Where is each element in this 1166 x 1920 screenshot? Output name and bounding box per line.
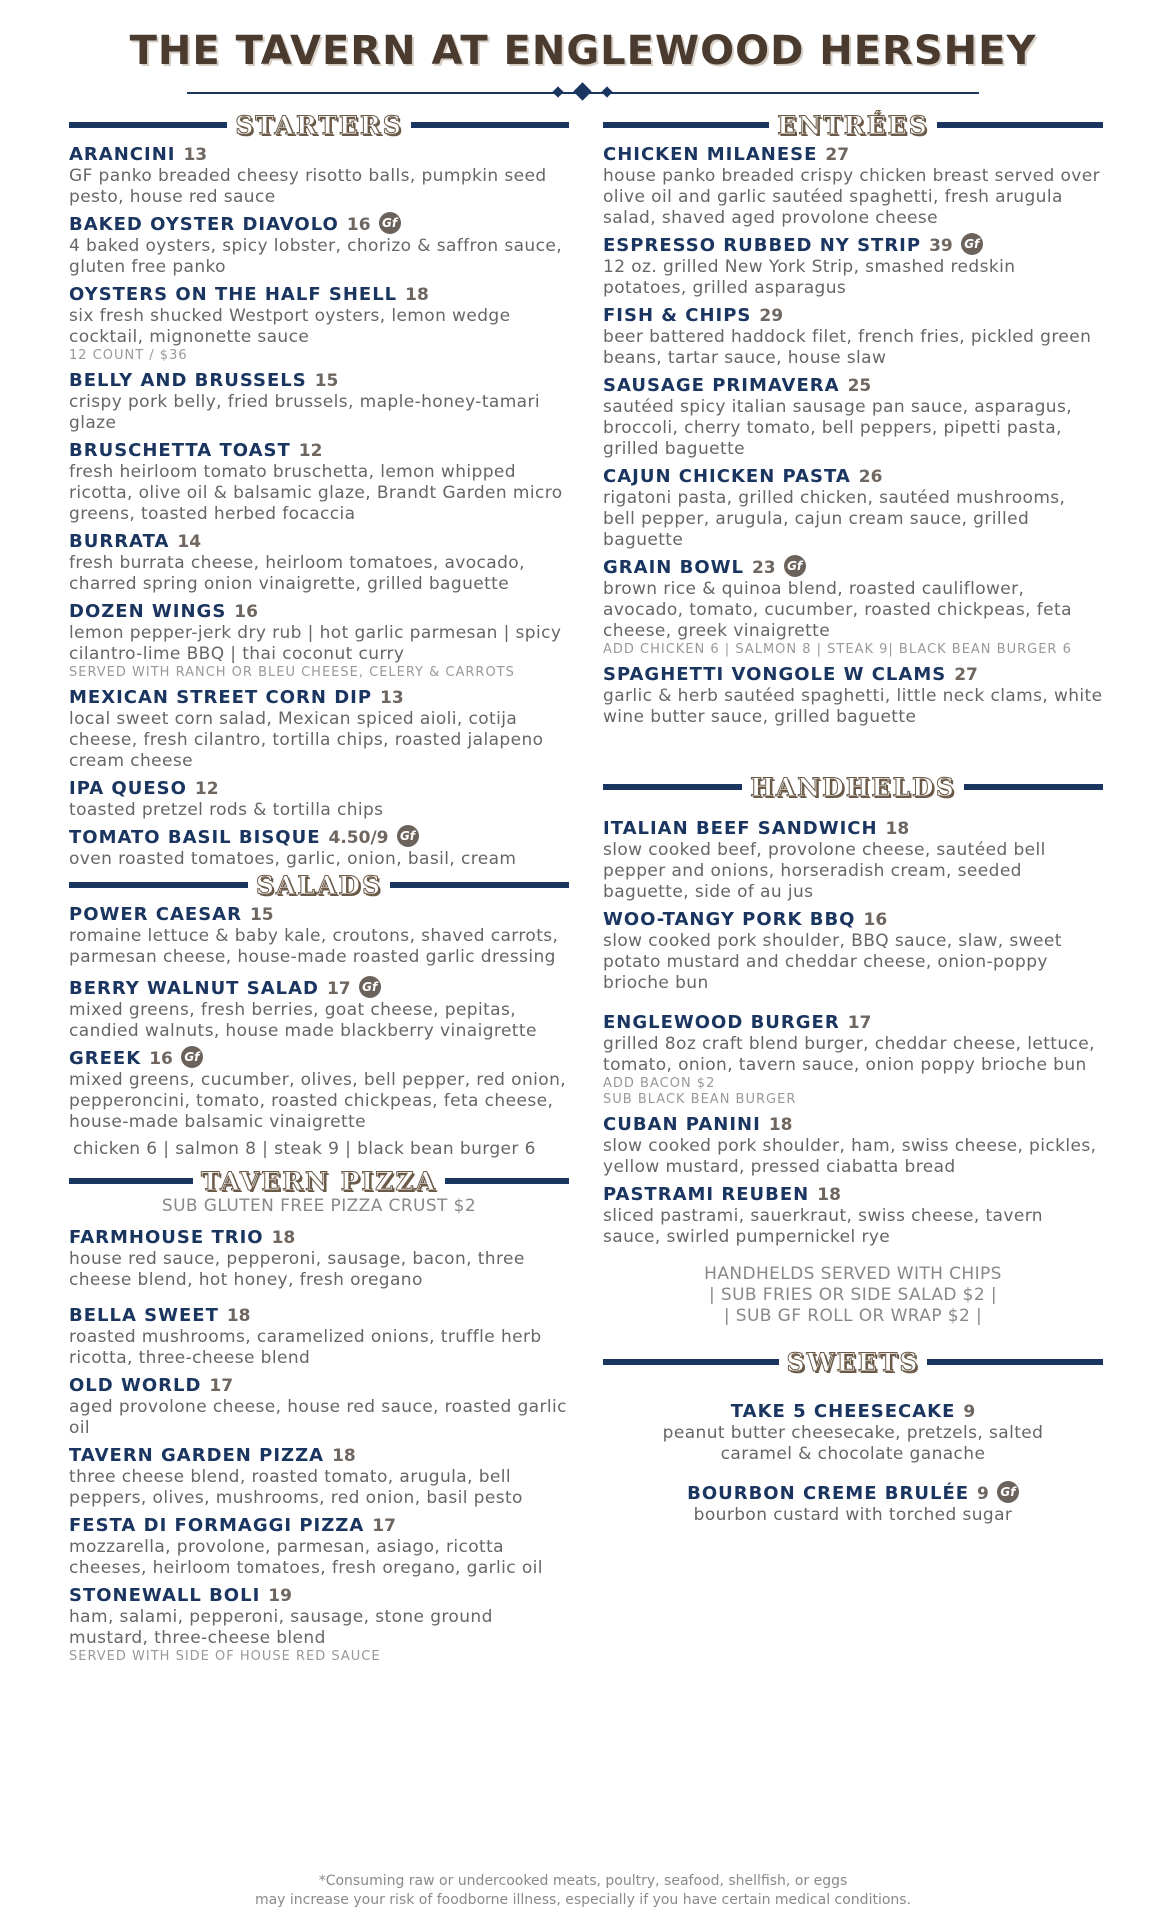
item-description: sautéed spicy italian sausage pan sauce, asparagus, broccoli, cherry tomato, bell peppers, pipetti pasta, grilled baguette bbox=[603, 397, 1072, 459]
menu-item-espresso-rubbed-ny-strip: ESPRESSO RUBBED NY STRIP 39 Gf 12 oz. grilled New York Strip, smashed redskin potatoes, grilled asparagus bbox=[603, 235, 1103, 299]
item-price: 17 bbox=[372, 1516, 396, 1536]
item-description: lemon pepper-jerk dry rub | hot garlic parmesan | spicy cilantro-lime BBQ | thai coconut curry bbox=[69, 623, 562, 664]
item-description: 12 oz. grilled New York Strip, smashed redskin potatoes, grilled asparagus bbox=[603, 257, 1016, 298]
item-price: 39 bbox=[929, 236, 953, 256]
menu-item-tavern-garden-pizza: TAVERN GARDEN PIZZA 18 three cheese blend, roasted tomato, arugula, bell peppers, olives, mushrooms, red onion, basil pesto bbox=[69, 1445, 569, 1509]
item-description: mozzarella, provolone, parmesan, asiago, ricotta cheeses, heirloom tomatoes, fresh oregano, garlic oil bbox=[69, 1537, 543, 1578]
divider-diamond-center bbox=[573, 82, 591, 100]
menu-item-belly-and-brussels: BELLY AND BRUSSELS 15 crispy pork belly, fried brussels, maple-honey-tamari glaze bbox=[69, 370, 569, 434]
item-description: rigatoni pasta, grilled chicken, sautéed mushrooms, bell pepper, arugula, cajun cream sauce, grilled baguette bbox=[603, 488, 1066, 550]
item-description: 4 baked oysters, spicy lobster, chorizo & saffron sauce, gluten free panko bbox=[69, 236, 563, 277]
item-description: aged provolone cheese, house red sauce, roasted garlic oil bbox=[69, 1397, 567, 1438]
menu-item-bourbon-creme-brulee: BOURBON CREME BRULÉE 9 Gf bourbon custard with torched sugar bbox=[603, 1483, 1103, 1526]
menu-item-italian-beef-sandwich: ITALIAN BEEF SANDWICH 18 slow cooked beef, provolone cheese, sautéed bell pepper and onions, horseradish cream, seeded baguette, side of au jus bbox=[603, 818, 1103, 903]
page-title: THE TAVERN AT ENGLEWOOD HERSHEY bbox=[129, 28, 1037, 74]
pizza-subnote: SUB GLUTEN FREE PIZZA CRUST $2 bbox=[161, 1196, 477, 1216]
item-note: SERVED WITH SIDE OF HOUSE RED SAUCE bbox=[69, 1649, 381, 1664]
item-price: 9 bbox=[963, 1402, 976, 1422]
item-note: SERVED WITH RANCH OR BLEU CHEESE, CELERY & CARROTS bbox=[69, 665, 515, 680]
item-price: 17 bbox=[326, 979, 351, 999]
menu-item-cajun-chicken-pasta: CAJUN CHICKEN PASTA 26 rigatoni pasta, grilled chicken, sautéed mushrooms, bell pepper, arugula, cajun cream sauce, grilled baguette bbox=[603, 466, 1103, 551]
item-description: sliced pastrami, sauerkraut, swiss cheese, tavern sauce, swirled pumpernickel rye bbox=[603, 1206, 1043, 1247]
gluten-free-icon: Gf bbox=[784, 555, 806, 577]
menu-item-grain-bowl: GRAIN BOWL 23 Gf brown rice & quinoa blend, roasted cauliflower, avocado, tomato, cucumber, roasted chickpeas, feta cheese, greek vinaigrette ADD CHICKEN 6 | SALMON 8 | STEAK 9| BLACK BEAN BURGER 6 bbox=[603, 557, 1103, 658]
starters-heading: STARTERS bbox=[69, 112, 569, 138]
item-description: garlic & herb sautéed spaghetti, little neck clams, white wine butter sauce, grilled baguette bbox=[603, 686, 1103, 727]
item-price: 13 bbox=[380, 688, 404, 708]
gluten-free-icon: Gf bbox=[997, 1481, 1019, 1503]
item-price: 9 bbox=[977, 1484, 989, 1504]
menu-item-arancini: ARANCINI 13 GF panko breaded cheesy risotto balls, pumpkin seed pesto, house red sauce bbox=[69, 144, 569, 208]
gluten-free-icon: Gf bbox=[397, 825, 419, 847]
item-price: 18 bbox=[271, 1228, 296, 1248]
item-price: 18 bbox=[226, 1306, 251, 1326]
item-description: ham, salami, pepperoni, sausage, stone ground mustard, three-cheese blend bbox=[69, 1607, 493, 1648]
item-description: bourbon custard with torched sugar bbox=[693, 1505, 1013, 1525]
menu-item-take-5-cheesecake: TAKE 5 CHEESECAKE 9 peanut butter cheesecake, pretzels, salted caramel & chocolate ganache bbox=[603, 1401, 1103, 1465]
item-description: slow cooked beef, provolone cheese, sautéed bell pepper and onions, horseradish cream, seeded baguette, side of au jus bbox=[603, 840, 1046, 902]
item-description: slow cooked pork shoulder, BBQ sauce, slaw, sweet potato mustard and cheddar cheese, onion-poppy brioche bun bbox=[603, 931, 1062, 993]
menu-item-tomato-basil-bisque: TOMATO BASIL BISQUE 4.50/9 Gf oven roasted tomatoes, garlic, onion, basil, cream bbox=[69, 827, 569, 870]
sweets-heading: SWEETS bbox=[603, 1349, 1103, 1375]
menu-item-woo-tangy-pork-bbq: WOO-TANGY PORK BBQ 16 slow cooked pork shoulder, BBQ sauce, slaw, sweet potato mustard and cheddar cheese, onion-poppy brioche bun bbox=[603, 909, 1103, 994]
item-price: 18 bbox=[332, 1446, 356, 1466]
menu-item-pastrami-reuben: PASTRAMI REUBEN 18 sliced pastrami, sauerkraut, swiss cheese, tavern sauce, swirled pumpernickel rye bbox=[603, 1184, 1103, 1248]
item-description: six fresh shucked Westport oysters, lemon wedge cocktail, mignonette sauce bbox=[69, 306, 511, 347]
menu-item-mexican-street-corn-dip: MEXICAN STREET CORN DIP 13 local sweet corn salad, Mexican spiced aioli, cotija cheese, fresh cilantro, tortilla chips, roasted jalapeno cream cheese bbox=[69, 687, 569, 772]
divider-diamond-left bbox=[552, 86, 563, 97]
item-price: 16 bbox=[149, 1049, 173, 1069]
item-description: crispy pork belly, fried brussels, maple-honey-tamari glaze bbox=[69, 392, 540, 433]
menu-item-farmhouse-trio: FARMHOUSE TRIO 18 house red sauce, pepperoni, sausage, bacon, three cheese blend, hot honey, fresh oregano bbox=[69, 1227, 569, 1291]
menu-item-cuban-panini: CUBAN PANINI 18 slow cooked pork shoulder, ham, swiss cheese, pickles, yellow mustard, pressed ciabatta bread bbox=[603, 1114, 1103, 1178]
item-description: GF panko breaded cheesy risotto balls, pumpkin seed pesto, house red sauce bbox=[69, 166, 547, 207]
menu-item-ipa-queso: IPA QUESO 12 toasted pretzel rods & tortilla chips bbox=[69, 778, 569, 821]
item-note: ADD BACON $2 bbox=[603, 1076, 716, 1091]
item-description: brown rice & quinoa blend, roasted cauliflower, avocado, tomato, cucumber, roasted chickpeas, feta cheese, greek vinaigrette bbox=[603, 579, 1072, 641]
gluten-free-icon: Gf bbox=[181, 1046, 203, 1068]
item-description: three cheese blend, roasted tomato, arugula, bell peppers, olives, mushrooms, red onion, basil pesto bbox=[69, 1467, 523, 1508]
item-description: roasted mushrooms, caramelized onions, truffle herb ricotta, three-cheese blend bbox=[69, 1327, 542, 1368]
food-safety-disclaimer: *Consuming raw or undercooked meats, poultry, seafood, shellfish, or eggs may increase your risk of foodborne illness, especially if you have certain medical conditions. bbox=[254, 1873, 912, 1908]
item-note: ADD CHICKEN 6 | SALMON 8 | STEAK 9| BLACK BEAN BURGER 6 bbox=[603, 642, 1072, 657]
right-column bbox=[603, 112, 1103, 1532]
left-column bbox=[69, 112, 569, 1671]
menu-item-power-caesar: POWER CAESAR 15 romaine lettuce & baby kale, croutons, shaved carrots, parmesan cheese, house-made roasted garlic dressing bbox=[69, 904, 569, 968]
handhelds-heading: HANDHELDS bbox=[603, 774, 1103, 800]
item-note: 12 COUNT / $36 bbox=[69, 348, 188, 363]
item-price: 15 bbox=[314, 371, 339, 391]
entrees-heading: ENTRÉES bbox=[603, 112, 1103, 138]
item-description: fresh heirloom tomato bruschetta, lemon whipped ricotta, olive oil & balsamic glaze, Brandt Garden micro greens, toasted herbed focaccia bbox=[69, 462, 563, 524]
menu-item-old-world: OLD WORLD 17 aged provolone cheese, house red sauce, roasted garlic oil bbox=[69, 1375, 569, 1439]
divider-diamond-right bbox=[601, 86, 612, 97]
item-price: 17 bbox=[847, 1013, 872, 1033]
salads-heading: SALADS bbox=[69, 872, 569, 898]
item-price: 29 bbox=[759, 306, 784, 326]
item-price: 12 bbox=[194, 779, 219, 799]
item-price: 13 bbox=[183, 145, 208, 165]
item-description: fresh burrata cheese, heirloom tomatoes, avocado, charred spring onion vinaigrette, grilled baguette bbox=[69, 553, 525, 594]
item-price: 16 bbox=[346, 215, 371, 235]
item-price: 27 bbox=[954, 665, 978, 685]
item-price: 27 bbox=[825, 145, 850, 165]
menu-item-bruschetta-toast: BRUSCHETTA TOAST 12 fresh heirloom tomato bruschetta, lemon whipped ricotta, olive oil & balsamic glaze, Brandt Garden micro greens, toasted herbed focaccia bbox=[69, 440, 569, 525]
menu-item-baked-oyster-diavolo: BAKED OYSTER DIAVOLO 16 Gf 4 baked oysters, spicy lobster, chorizo & saffron sauce, gluten free panko bbox=[69, 214, 569, 278]
menu-item-spaghetti-vongole: SPAGHETTI VONGOLE W CLAMS 27 garlic & herb sautéed spaghetti, little neck clams, white wine butter sauce, grilled baguette bbox=[603, 664, 1103, 727]
menu-item-dozen-wings: DOZEN WINGS 16 lemon pepper-jerk dry rub | hot garlic parmesan | spicy cilantro-lime BBQ | thai coconut curry SERVED WITH RANCH OR BLEU CHEESE, CELERY & CARROTS bbox=[69, 601, 569, 681]
gluten-free-icon: Gf bbox=[359, 976, 381, 998]
item-description: grilled 8oz craft blend burger, cheddar cheese, lettuce, tomato, onion, tavern sauce, onion poppy brioche bun bbox=[603, 1034, 1095, 1075]
item-price: 4.50/9 bbox=[328, 828, 389, 848]
salad-addons: chicken 6 | salmon 8 | steak 9 | black bean burger 6 bbox=[73, 1139, 536, 1159]
item-description: beer battered haddock filet, french fries, pickled green beans, tartar sauce, house slaw bbox=[603, 327, 1092, 368]
item-price: 18 bbox=[885, 819, 910, 839]
item-price: 16 bbox=[863, 910, 888, 930]
item-description: house panko breaded crispy chicken breast served over olive oil and garlic sautéed spaghetti, fresh arugula salad, shaved aged provolone cheese bbox=[603, 166, 1101, 228]
item-description: romaine lettuce & baby kale, croutons, shaved carrots, parmesan cheese, house-made roasted garlic dressing bbox=[69, 926, 559, 967]
menu-item-fish-and-chips: FISH & CHIPS 29 beer battered haddock filet, french fries, pickled green beans, tartar sauce, house slaw bbox=[603, 305, 1103, 369]
item-price: 14 bbox=[177, 532, 202, 552]
item-price: 18 bbox=[768, 1115, 793, 1135]
item-price: 16 bbox=[234, 602, 258, 622]
menu-item-bella-sweet: BELLA SWEET 18 roasted mushrooms, caramelized onions, truffle herb ricotta, three-cheese blend bbox=[69, 1305, 569, 1369]
item-description: mixed greens, cucumber, olives, bell pepper, red onion, pepperoncini, tomato, roasted chickpeas, feta cheese, house-made balsamic vinaigrette bbox=[69, 1070, 567, 1132]
item-description: local sweet corn salad, Mexican spiced aioli, cotija cheese, fresh cilantro, tortilla chips, roasted jalapeno cream cheese bbox=[69, 709, 544, 771]
gluten-free-icon: Gf bbox=[379, 212, 401, 234]
gluten-free-icon: Gf bbox=[961, 233, 983, 255]
menu-item-berry-walnut-salad: BERRY WALNUT SALAD 17 Gf mixed greens, fresh berries, goat cheese, pepitas, candied walnuts, house made blackberry vinaigrette bbox=[69, 978, 569, 1042]
item-price: 12 bbox=[298, 441, 323, 461]
item-description: oven roasted tomatoes, garlic, onion, basil, cream bbox=[69, 849, 517, 869]
menu-item-chicken-milanese: CHICKEN MILANESE 27 house panko breaded crispy chicken breast served over olive oil and garlic sautéed spaghetti, fresh arugula salad, shaved aged provolone cheese bbox=[603, 144, 1103, 229]
item-description: mixed greens, fresh berries, goat cheese, pepitas, candied walnuts, house made blackberry vinaigrette bbox=[69, 1000, 537, 1041]
item-description: peanut butter cheesecake, pretzels, salted caramel & chocolate ganache bbox=[662, 1423, 1044, 1464]
menu-item-burrata: BURRATA 14 fresh burrata cheese, heirloom tomatoes, avocado, charred spring onion vinaigrette, grilled baguette bbox=[69, 531, 569, 595]
item-price: 17 bbox=[209, 1376, 234, 1396]
pizza-heading: TAVERN PIZZA bbox=[69, 1168, 569, 1194]
item-price: 25 bbox=[847, 376, 872, 396]
menu-item-festa-di-formaggi-pizza: FESTA DI FORMAGGI PIZZA 17 mozzarella, provolone, parmesan, asiago, ricotta cheeses, heirloom tomatoes, fresh oregano, garlic oil bbox=[69, 1515, 569, 1579]
handhelds-served-note: HANDHELDS SERVED WITH CHIPS | SUB FRIES OR SIDE SALAD $2 | | SUB GF ROLL OR WRAP $2 | bbox=[704, 1264, 1002, 1326]
menu-item-oysters-half-shell: OYSTERS ON THE HALF SHELL 18 six fresh shucked Westport oysters, lemon wedge cocktail, mignonette sauce 12 COUNT / $36 bbox=[69, 284, 569, 364]
menu-item-englewood-burger: ENGLEWOOD BURGER 17 grilled 8oz craft blend burger, cheddar cheese, lettuce, tomato, onion, tavern sauce, onion poppy brioche bun ADD BACON $2 SUB BLACK BEAN BURGER bbox=[603, 1012, 1103, 1108]
item-price: 26 bbox=[858, 467, 883, 487]
item-note: SUB BLACK BEAN BURGER bbox=[603, 1092, 797, 1107]
item-description: house red sauce, pepperoni, sausage, bacon, three cheese blend, hot honey, fresh oregano bbox=[69, 1249, 525, 1290]
item-price: 19 bbox=[268, 1586, 292, 1606]
menu-item-greek: GREEK 16 Gf mixed greens, cucumber, olives, bell pepper, red onion, pepperoncini, tomato, roasted chickpeas, feta cheese, house-made balsamic vinaigrette bbox=[69, 1048, 569, 1133]
item-price: 18 bbox=[817, 1185, 841, 1205]
menu-item-stonewall-boli: STONEWALL BOLI 19 ham, salami, pepperoni, sausage, stone ground mustard, three-cheese blend SERVED WITH SIDE OF HOUSE RED SAUCE bbox=[69, 1585, 569, 1665]
item-price: 15 bbox=[249, 905, 274, 925]
item-price: 18 bbox=[405, 285, 429, 305]
menu-item-sausage-primavera: SAUSAGE PRIMAVERA 25 sautéed spicy italian sausage pan sauce, asparagus, broccoli, cherry tomato, bell peppers, pipetti pasta, grilled baguette bbox=[603, 375, 1103, 460]
item-price: 23 bbox=[751, 558, 776, 578]
item-description: slow cooked pork shoulder, ham, swiss cheese, pickles, yellow mustard, pressed ciabatta bread bbox=[603, 1136, 1097, 1177]
item-description: toasted pretzel rods & tortilla chips bbox=[69, 800, 384, 820]
